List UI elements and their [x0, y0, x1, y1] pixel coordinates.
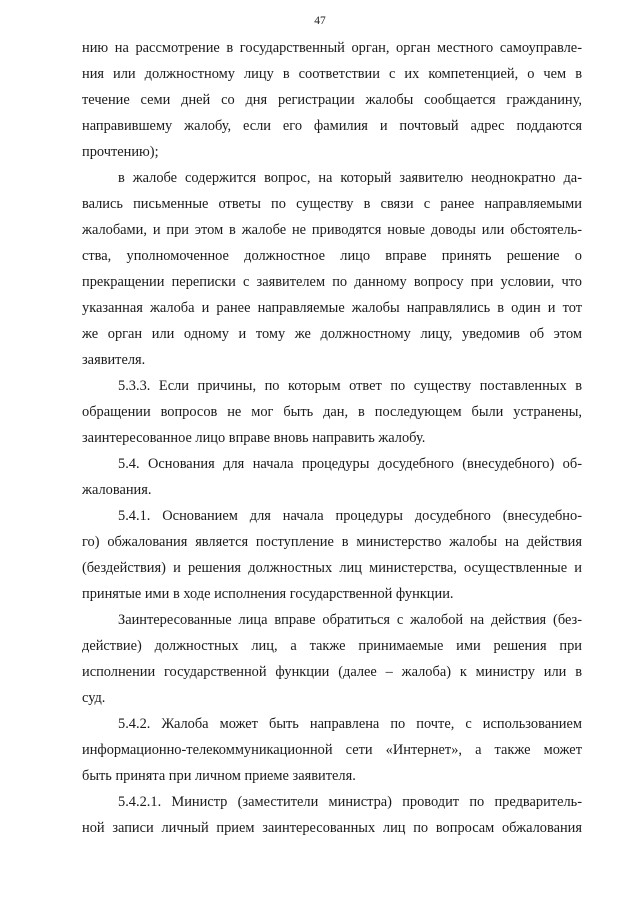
text-line: жалобами, и при этом в жалобе не приводятся новые доводы или обстоятель-	[82, 222, 582, 238]
text-line: течение семи дней со дня регистрации жалобы сообщается гражданину,	[82, 92, 582, 108]
text-line: указанная жалоба и ранее направляемые жалобы направлялись в один и тот	[82, 300, 582, 316]
text-line: (бездействия) и решения должностных лиц министерства, осуществленные и	[82, 560, 582, 576]
text-line: ства, уполномоченное должностное лицо вправе принять решение о	[82, 248, 582, 264]
text-line: исполнении государственной функции (далее – жалоба) к министру или в	[82, 664, 582, 680]
text-line: заявителя.	[82, 352, 146, 368]
text-line: действие) должностных лиц, а также принимаемые ими решения при	[82, 638, 582, 654]
text-line: же орган или одному и тому же должностному лицу, уведомив об этом	[82, 326, 582, 342]
text-line: прочтению);	[82, 144, 159, 160]
text-line: суд.	[82, 690, 106, 706]
text-line: Заинтересованные лица вправе обратиться с жалобой на действия (без-	[118, 612, 582, 628]
section-heading: 5.4. Основания для начала процедуры досудебного (внесудебного) об-	[118, 456, 582, 472]
text-line: нию на рассмотрение в государственный орган, орган местного самоуправле-	[82, 40, 582, 56]
text-line: вались письменные ответы по существу в связи с ранее направляемыми	[82, 196, 582, 212]
text-line: заинтересованное лицо вправе вновь направить жалобу.	[82, 430, 426, 446]
text-line: в жалобе содержится вопрос, на который заявителю неоднократно да-	[118, 170, 582, 186]
text-line: обращении вопросов не мог быть дан, в последующем были устранены,	[82, 404, 582, 420]
text-line: направившему жалобу, если его фамилия и почтовый адрес поддаются	[82, 118, 582, 134]
section-heading: жалования.	[82, 482, 152, 498]
text-line: 5.4.2. Жалоба может быть направлена по почте, с использованием	[118, 716, 582, 732]
text-line: ной записи личный прием заинтересованных лиц по вопросам обжалования	[82, 820, 582, 836]
text-line: 5.3.3. Если причины, по которым ответ по существу поставленных в	[118, 378, 582, 394]
text-line: ния или должностному лицу в соответствии с их компетенцией, о чем в	[82, 66, 582, 82]
text-line: прекращении переписки с заявителем по данному вопросу при условии, что	[82, 274, 582, 290]
text-line: принятые ими в ходе исполнения государственной функции.	[82, 586, 454, 602]
text-line: 5.4.1. Основанием для начала процедуры досудебного (внесудебно-	[118, 508, 582, 524]
text-line: быть принята при личном приеме заявителя.	[82, 768, 356, 784]
page-number: 47	[314, 15, 326, 27]
text-line: го) обжалования является поступление в министерство жалобы на действия	[82, 534, 582, 550]
text-line: 5.4.2.1. Министр (заместители министра) проводит по предваритель-	[118, 794, 582, 810]
text-line: информационно-телекоммуникационной сети «Интернет», а также может	[82, 742, 582, 758]
